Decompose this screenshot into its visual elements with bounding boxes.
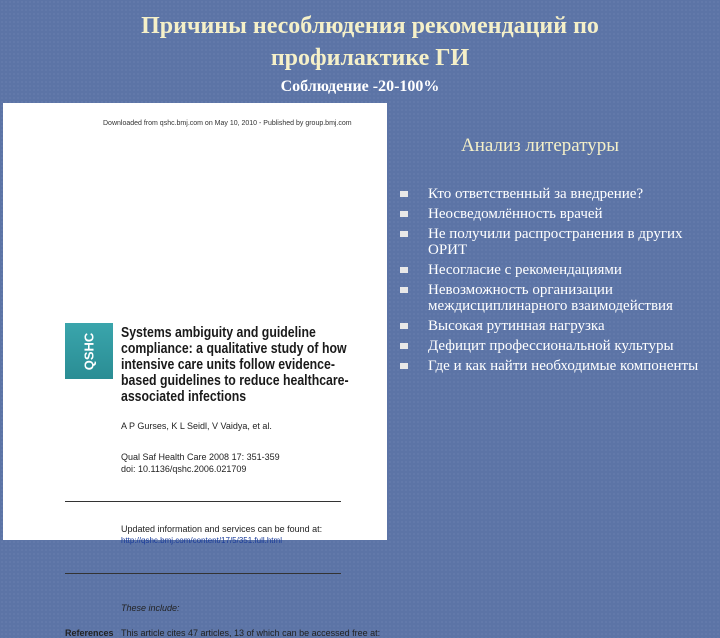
citation-journal: Qual Saf Health Care 2008 17: 351-359 <box>121 452 280 462</box>
bullet-icon <box>400 191 408 197</box>
list-item-text: Невозможность организации междисциплинарного взаимодействия <box>428 282 673 314</box>
list-item <box>398 262 710 278</box>
list-item-text: Неосведомлённость врачей <box>428 206 603 222</box>
list-item <box>398 358 710 374</box>
list-item <box>398 318 710 334</box>
list-item <box>398 338 710 354</box>
bullet-icon <box>400 323 408 329</box>
slide-title: Причины несоблюдения рекомендаций по профилактике ГИ <box>141 13 599 71</box>
list-item <box>398 282 710 314</box>
list-item-text: Кто ответственный за внедрение? <box>428 186 644 202</box>
divider <box>65 501 341 502</box>
bullet-icon <box>400 343 408 349</box>
bullet-icon <box>400 267 408 273</box>
citation-doi: doi: 10.1136/qshc.2006.021709 <box>121 464 247 474</box>
updated-label: Updated information and services can be found at: <box>121 524 323 534</box>
paper-authors: A P Gurses, K L Seidl, V Vaidya, et al. <box>121 421 272 431</box>
logo-text: QSHC <box>81 332 97 370</box>
paper-citation <box>121 451 280 475</box>
list-item <box>398 186 710 202</box>
download-line: Downloaded from qshc.bmj.com on May 10, 2010 - Published by group.bmj.com <box>103 120 352 127</box>
divider <box>65 573 341 574</box>
bullet-icon <box>400 287 408 293</box>
list-item-text: Высокая рутинная нагрузка <box>428 318 605 334</box>
list-item-text: Дефицит профессиональной культуры <box>428 338 674 354</box>
paper-screenshot <box>3 103 387 638</box>
list-item-text: Где и как найти необходимые компоненты <box>428 358 699 374</box>
bullet-icon <box>400 363 408 369</box>
qshc-logo <box>65 323 113 379</box>
list-item <box>398 206 710 222</box>
reasons-list <box>398 186 710 378</box>
these-include: These include: <box>121 603 180 613</box>
updated-url[interactable]: http://qshc.bmj.com/content/17/5/351.full.html <box>121 536 282 545</box>
paper-title: Systems ambiguity and guideline compliance: a qualitative study of how intensive care units follow evidence-based guidelines to reduce healthcare-associated infections <box>121 324 349 405</box>
slide-subtitle: Соблюдение -20-100% <box>280 78 440 95</box>
list-item-text: Несогласие с рекомендациями <box>428 262 622 278</box>
bullet-icon <box>400 211 408 217</box>
references-label: References <box>65 628 114 638</box>
analysis-heading: Анализ литературы <box>460 135 620 156</box>
references-text: This article cites 47 articles, 13 of which can be accessed free at: <box>121 628 381 638</box>
updated-info <box>121 523 322 547</box>
list-item-text: Не получили распространения в других ОРИТ <box>428 226 683 258</box>
bullet-icon <box>400 231 408 237</box>
list-item <box>398 226 710 258</box>
